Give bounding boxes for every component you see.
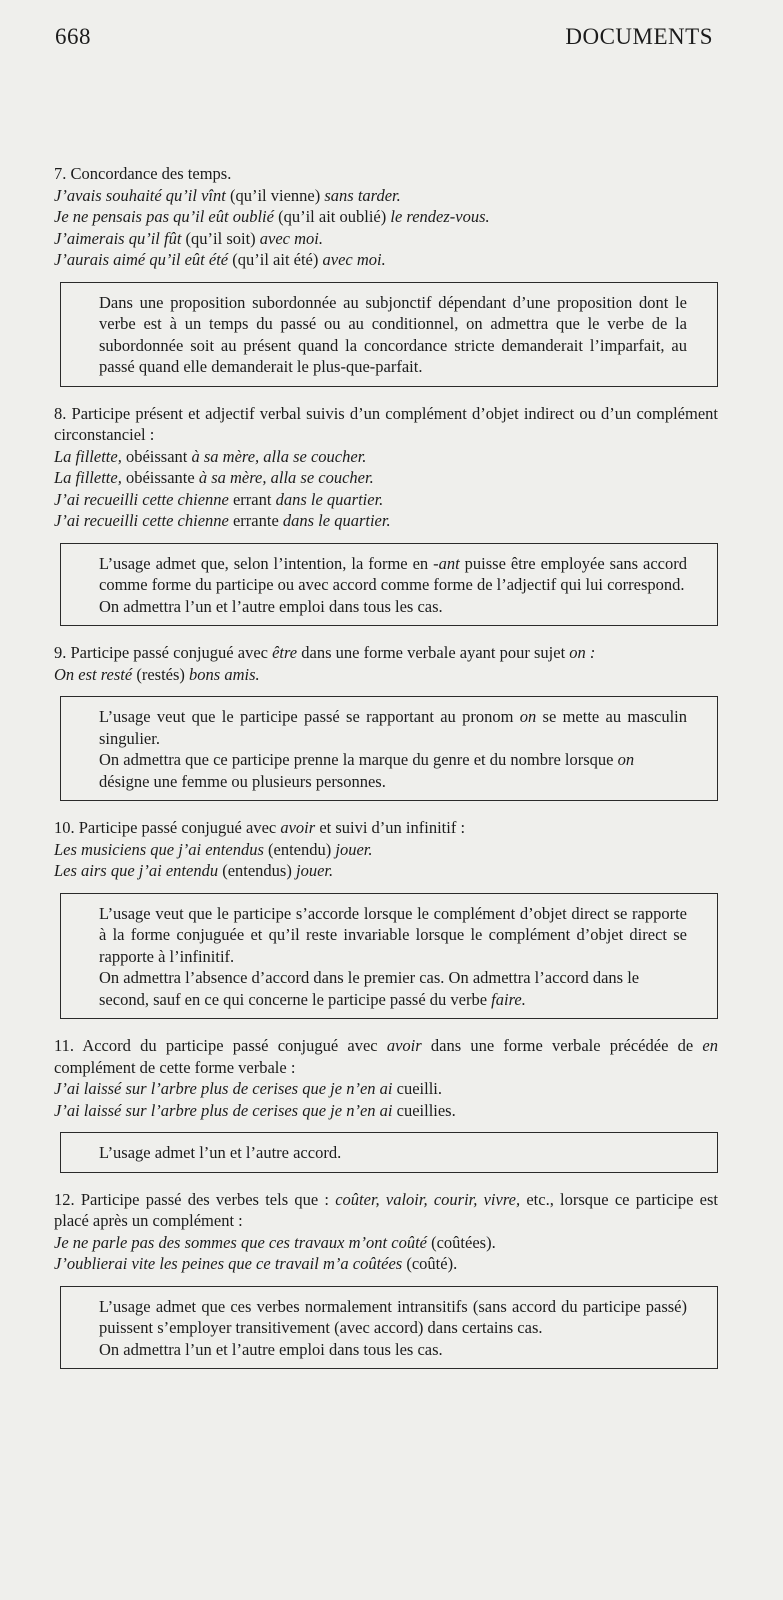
rule-text: Dans une proposition subordonnée au subjonctif dépendant d’une proposition dont le verbe est à un temps du passé ou au conditionnel, on admettra que le verbe de la subordonnée soit au présent quand la concordance stricte demanderait l’imparfait, au passé quand elle demanderait le plus-que-parfait.: [99, 292, 687, 376]
section-8: [54, 403, 718, 627]
rule-text: On admettra l’un et l’autre emploi dans tous les cas.: [99, 596, 443, 616]
rule-box: [60, 543, 718, 627]
page-content: [54, 163, 718, 1385]
rule-text: On admettra que ce participe prenne la marque du genre et du nombre lorsque on désigne une femme ou plusieurs personnes.: [99, 750, 635, 791]
example-line: Je ne pensais pas qu’il eût oublié (qu’il ait oublié) le rendez-vous.: [54, 207, 490, 226]
example-line: La fillette, obéissante à sa mère, alla se coucher.: [54, 468, 374, 487]
example-line: J’avais souhaité qu’il vînt (qu’il vienne) sans tarder.: [54, 185, 401, 205]
section-12-heading: 12. Participe passé des verbes tels que : coûter, valoir, courir, vivre, etc., lorsque ce participe est placé après un complément :: [54, 1189, 719, 1230]
section-9: [54, 642, 718, 801]
example-line: Les airs que j’ai entendu (entendus) jouer.: [54, 861, 334, 880]
example-line: J’ai recueilli cette chienne errant dans le quartier.: [54, 489, 384, 509]
example-line: J’ai laissé sur l’arbre plus de cerises que je n’en ai cueillies.: [54, 1100, 456, 1120]
example-line: J’ai laissé sur l’arbre plus de cerises que je n’en ai cueilli.: [54, 1079, 442, 1098]
rule-box: [60, 1286, 718, 1370]
section-title: DOCUMENTS: [565, 24, 713, 49]
section-11-heading: 11. Accord du participe passé conjugué avec avoir dans une forme verbale précédée de en complément de cette forme verbale :: [54, 1036, 718, 1077]
rule-box: [60, 282, 718, 387]
example-line: On est resté (restés) bons amis.: [54, 664, 260, 684]
section-9-heading: 9. Participe passé conjugué avec être dans une forme verbale ayant pour sujet on :: [54, 643, 596, 662]
rule-text: On admettra l’absence d’accord dans le premier cas. On admettra l’accord dans le second, sauf en ce qui concerne le participe passé du verbe faire.: [99, 968, 640, 1009]
rule-text: L’usage admet que ces verbes normalement intransitifs (sans accord du participe passé) puissent s’employer transitivement (avec accord) dans certains cas.: [99, 1296, 687, 1337]
section-11: [54, 1035, 718, 1173]
rule-box: [60, 696, 718, 801]
rule-box: [60, 1132, 718, 1173]
section-7: [54, 163, 718, 387]
example-line: J’ai recueilli cette chienne errante dans le quartier.: [54, 511, 391, 530]
example-line: J’aimerais qu’il fût (qu’il soit) avec moi.: [54, 228, 324, 248]
rule-text: L’usage veut que le participe passé se rapportant au pronom on se mette au masculin singulier.: [99, 707, 687, 748]
example-line: Je ne parle pas des sommes que ces travaux m’ont coûté (coûtées).: [54, 1232, 496, 1252]
page-number: 668: [55, 24, 91, 49]
page-header: [55, 24, 713, 50]
rule-text: L’usage veut que le participe s’accorde lorsque le complément d’objet direct se rapporte à la forme conjuguée et qu’il reste invariable lorsque le complément d’objet direct se rapporte à l’infinitif.: [99, 903, 687, 966]
example-line: J’oublierai vite les peines que ce travail m’a coûtées (coûté).: [54, 1254, 458, 1273]
section-12: [54, 1189, 718, 1370]
section-7-heading: 7. Concordance des temps.: [54, 164, 232, 183]
example-line: Les musiciens que j’ai entendus (entendu) jouer.: [54, 839, 373, 859]
rule-box: [60, 893, 718, 1020]
section-10-heading: 10. Participe passé conjugué avec avoir et suivi d’un infinitif :: [54, 818, 466, 837]
rule-text: L’usage admet que, selon l’intention, la forme en -ant puisse être employée sans accord comme forme du participe ou avec accord comme forme de l’adjectif qui lui correspond.: [99, 553, 687, 594]
section-8-heading: 8. Participe présent et adjectif verbal suivis d’un complément d’objet indirect ou d’un complément circonstanciel :: [54, 403, 718, 444]
section-10: [54, 817, 718, 1019]
example-line: La fillette, obéissant à sa mère, alla se coucher.: [54, 446, 367, 466]
rule-text: On admettra l’un et l’autre emploi dans tous les cas.: [99, 1339, 443, 1359]
rule-text: L’usage admet l’un et l’autre accord.: [99, 1143, 342, 1162]
example-line: J’aurais aimé qu’il eût été (qu’il ait été) avec moi.: [54, 250, 386, 269]
